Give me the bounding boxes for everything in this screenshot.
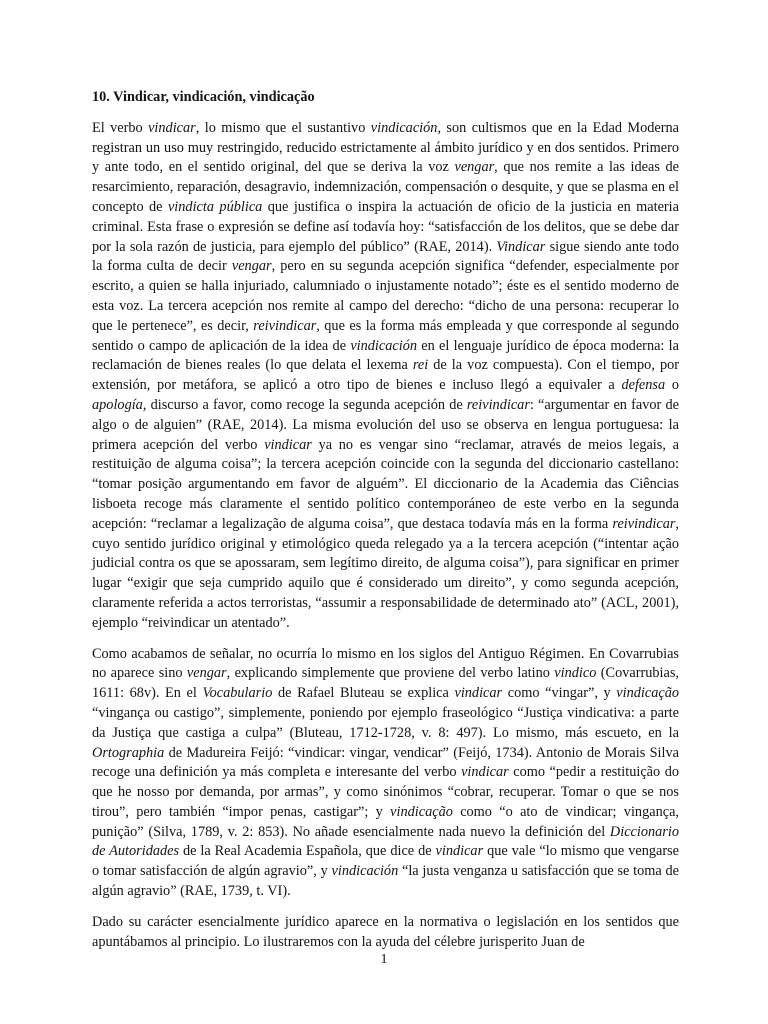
text-run: como “vingar”, y [502,685,617,702]
text-run: , que es la forma más empleada y que corresponde al segundo sentido o campo de aplicación de la idea de [92,317,680,354]
italic-term: vengar [231,258,272,275]
text-run: , pero en su segunda acepción significa “defender, especialmente por escrito, a quien se halla injuriado, calumniado o injustamente notado”; éste es el sentido moderno de esta voz. La tercera acepción nos remite al campo del derecho: “dicho de una persona: recuperar lo que le pertenece”, es decir, [92,258,679,334]
italic-term: Ortographia [92,744,165,761]
italic-term: vindicación [331,863,399,880]
text-run: El verbo [92,119,149,136]
italic-term: vindicação [390,803,453,820]
text-run: en el lenguaje jurídico de época moderna: la reclamación de bienes reales (lo que delata el lexema [92,337,679,374]
document-body [92,88,679,963]
text-run: “vingança ou castigo”, simplemente, poniendo por ejemplo fraseológico “Justiça vindicativa: a parte da Justiça que castiga a culpa” (Bluteau, 1712-1728, v. 8: 497). Lo mismo, más escueto, en la [92,704,679,741]
text-run: Dado su carácter esencialmente jurídico aparece en la normativa o legislación en los sentidos que apuntábamos al principio. Lo ilustraremos con la ayuda del célebre jurisperito Juan de [92,913,679,950]
italic-term: reivindicar [253,317,317,334]
text-run: , cuyo sentido jurídico original y etimológico queda relegado ya a la tercera acepción (“intentar ação judicial contra os que se apossaram, sem legítimo direito, de alguma coisa”), para significar en primer lugar “exigir que seja cumprido aquilo que é considerado um direito”, y como segunda acepción, claramente referida a actos terroristas, “assumir a responsabilidade de determinado ato” (ACL, 2001), ejemplo “reivindicar un atentado”. [92,515,679,631]
text-run: , discurso a favor, como recoge la segunda acepción de [142,396,467,413]
text-run: como “pedir a restituição do que he nosso por demanda, por armas”, y como sinónimos “cobrar, recuperar. Tomar o que se nos tirou”, pero también “impor penas, castigar”; y [92,764,679,820]
paragraph-container [92,119,679,953]
text-run: que justifica o inspira la actuación de oficio de la justicia en materia criminal. Esta frase o expresión se define así todavía hoy: “satisfacción de los delitos, que se debe dar por la sola razón de justicia, para ejemplo del público” (RAE, 2014). [92,198,679,255]
text-run: , son cultismos que en la Edad Moderna registran un uso muy restringido, reducido estrictamente al ámbito jurídico y en dos sentidos. Primero y ante todo, en el sentido original, del que se deriva la voz [92,119,679,176]
italic-term: Vindicar [496,238,546,255]
text-run: , explicando simplemente que proviene del verbo latino [226,665,555,682]
text-run: ya no es vengar sino “reclamar, através de meios legais, a restituição de alguma coisa”; la tercera acepción coincide con la segunda del diccionario castellano: “tomar posição argumentando em favor de alguém”. El diccionario de la Academia das Ciências lisboeta recoge más claramente el sentido político contemporáneo de este verbo en la segunda acepción: “reclamar a legalização de alguma coisa”, que destaca todavía más en la forma [92,436,679,532]
italic-term: rei [412,357,429,374]
italic-term: vindicar [461,764,509,781]
italic-term: vindicta pública [167,198,263,215]
page-number: 1 [380,952,388,967]
text-run: de Madureira Feijó: “vindicar: vingar, vendicar” (Feijó, 1734). Antonio de Morais Silva recoge una definición ya más completa e interesante del verbo [92,744,679,781]
italic-term: reivindicar [612,515,676,532]
italic-term: reivindicar [466,396,530,413]
italic-term: Diccionario de Autoridades [92,823,679,860]
body-paragraph [92,119,679,634]
text-run: que vale “lo mismo que vengarse o tomar satisfacción de algún agravio”, y [92,843,680,880]
section-heading: 10. Vindicar, vindicación, vindicação [92,89,315,105]
italic-term: vengar [186,665,227,682]
italic-term: vengar [454,159,495,176]
body-paragraph [92,913,679,953]
text-run: o [665,377,679,394]
text-run: de Rafael Bluteau se explica [272,685,455,702]
text-run: de la Real Academia Española, que dice de [179,843,436,860]
text-run: sigue siendo ante todo la forma culta de decir [92,238,679,275]
text-run: de la voz compuesta). Con el tiempo, por extensión, por metáfora, se aplicó a otro tipo de bienes e incluso llegó a equivaler a [92,357,679,394]
italic-term: vindicar [435,843,484,860]
italic-term: apología [92,396,143,413]
italic-term: vindicar [264,436,312,453]
italic-term: vindicación [350,337,418,354]
text-run: “la justa venganza u satisfacción que se toma de algún agravio” (RAE, 1739, t. VI). [92,863,679,900]
italic-term: vindicación [370,119,438,136]
text-run: , que nos remite a las ideas de resarcimiento, reparación, desagravio, indemnización, compensación o desquite, y que se plasma en el concepto de [92,159,679,215]
italic-term: defensa [621,377,666,394]
body-paragraph [92,645,679,902]
italic-term: vindicação [616,685,679,702]
text-run: como “o ato de vindicar; vingança, punição” (Silva, 1789, v. 2: 853). No añade esencialmente nada nuevo la definición del [92,803,679,840]
italic-term: vindicar [454,685,503,702]
italic-term: Vocabulario [202,685,273,702]
text-run: Como acabamos de señalar, no ocurría lo mismo en los siglos del Antiguo Régimen. En Covarrubias no aparece sino [92,645,679,682]
text-run: : “argumentar en favor de algo o de alguien” (RAE, 2014). La misma evolución del uso se observa en lengua portuguesa: la primera acepción del verbo [92,396,679,453]
italic-term: vindicar [148,119,196,136]
text-run: (Covarrubias, 1611: 68v). En el [92,665,679,702]
text-run: , lo mismo que el sustantivo [195,119,371,136]
italic-term: vindico [554,665,597,682]
